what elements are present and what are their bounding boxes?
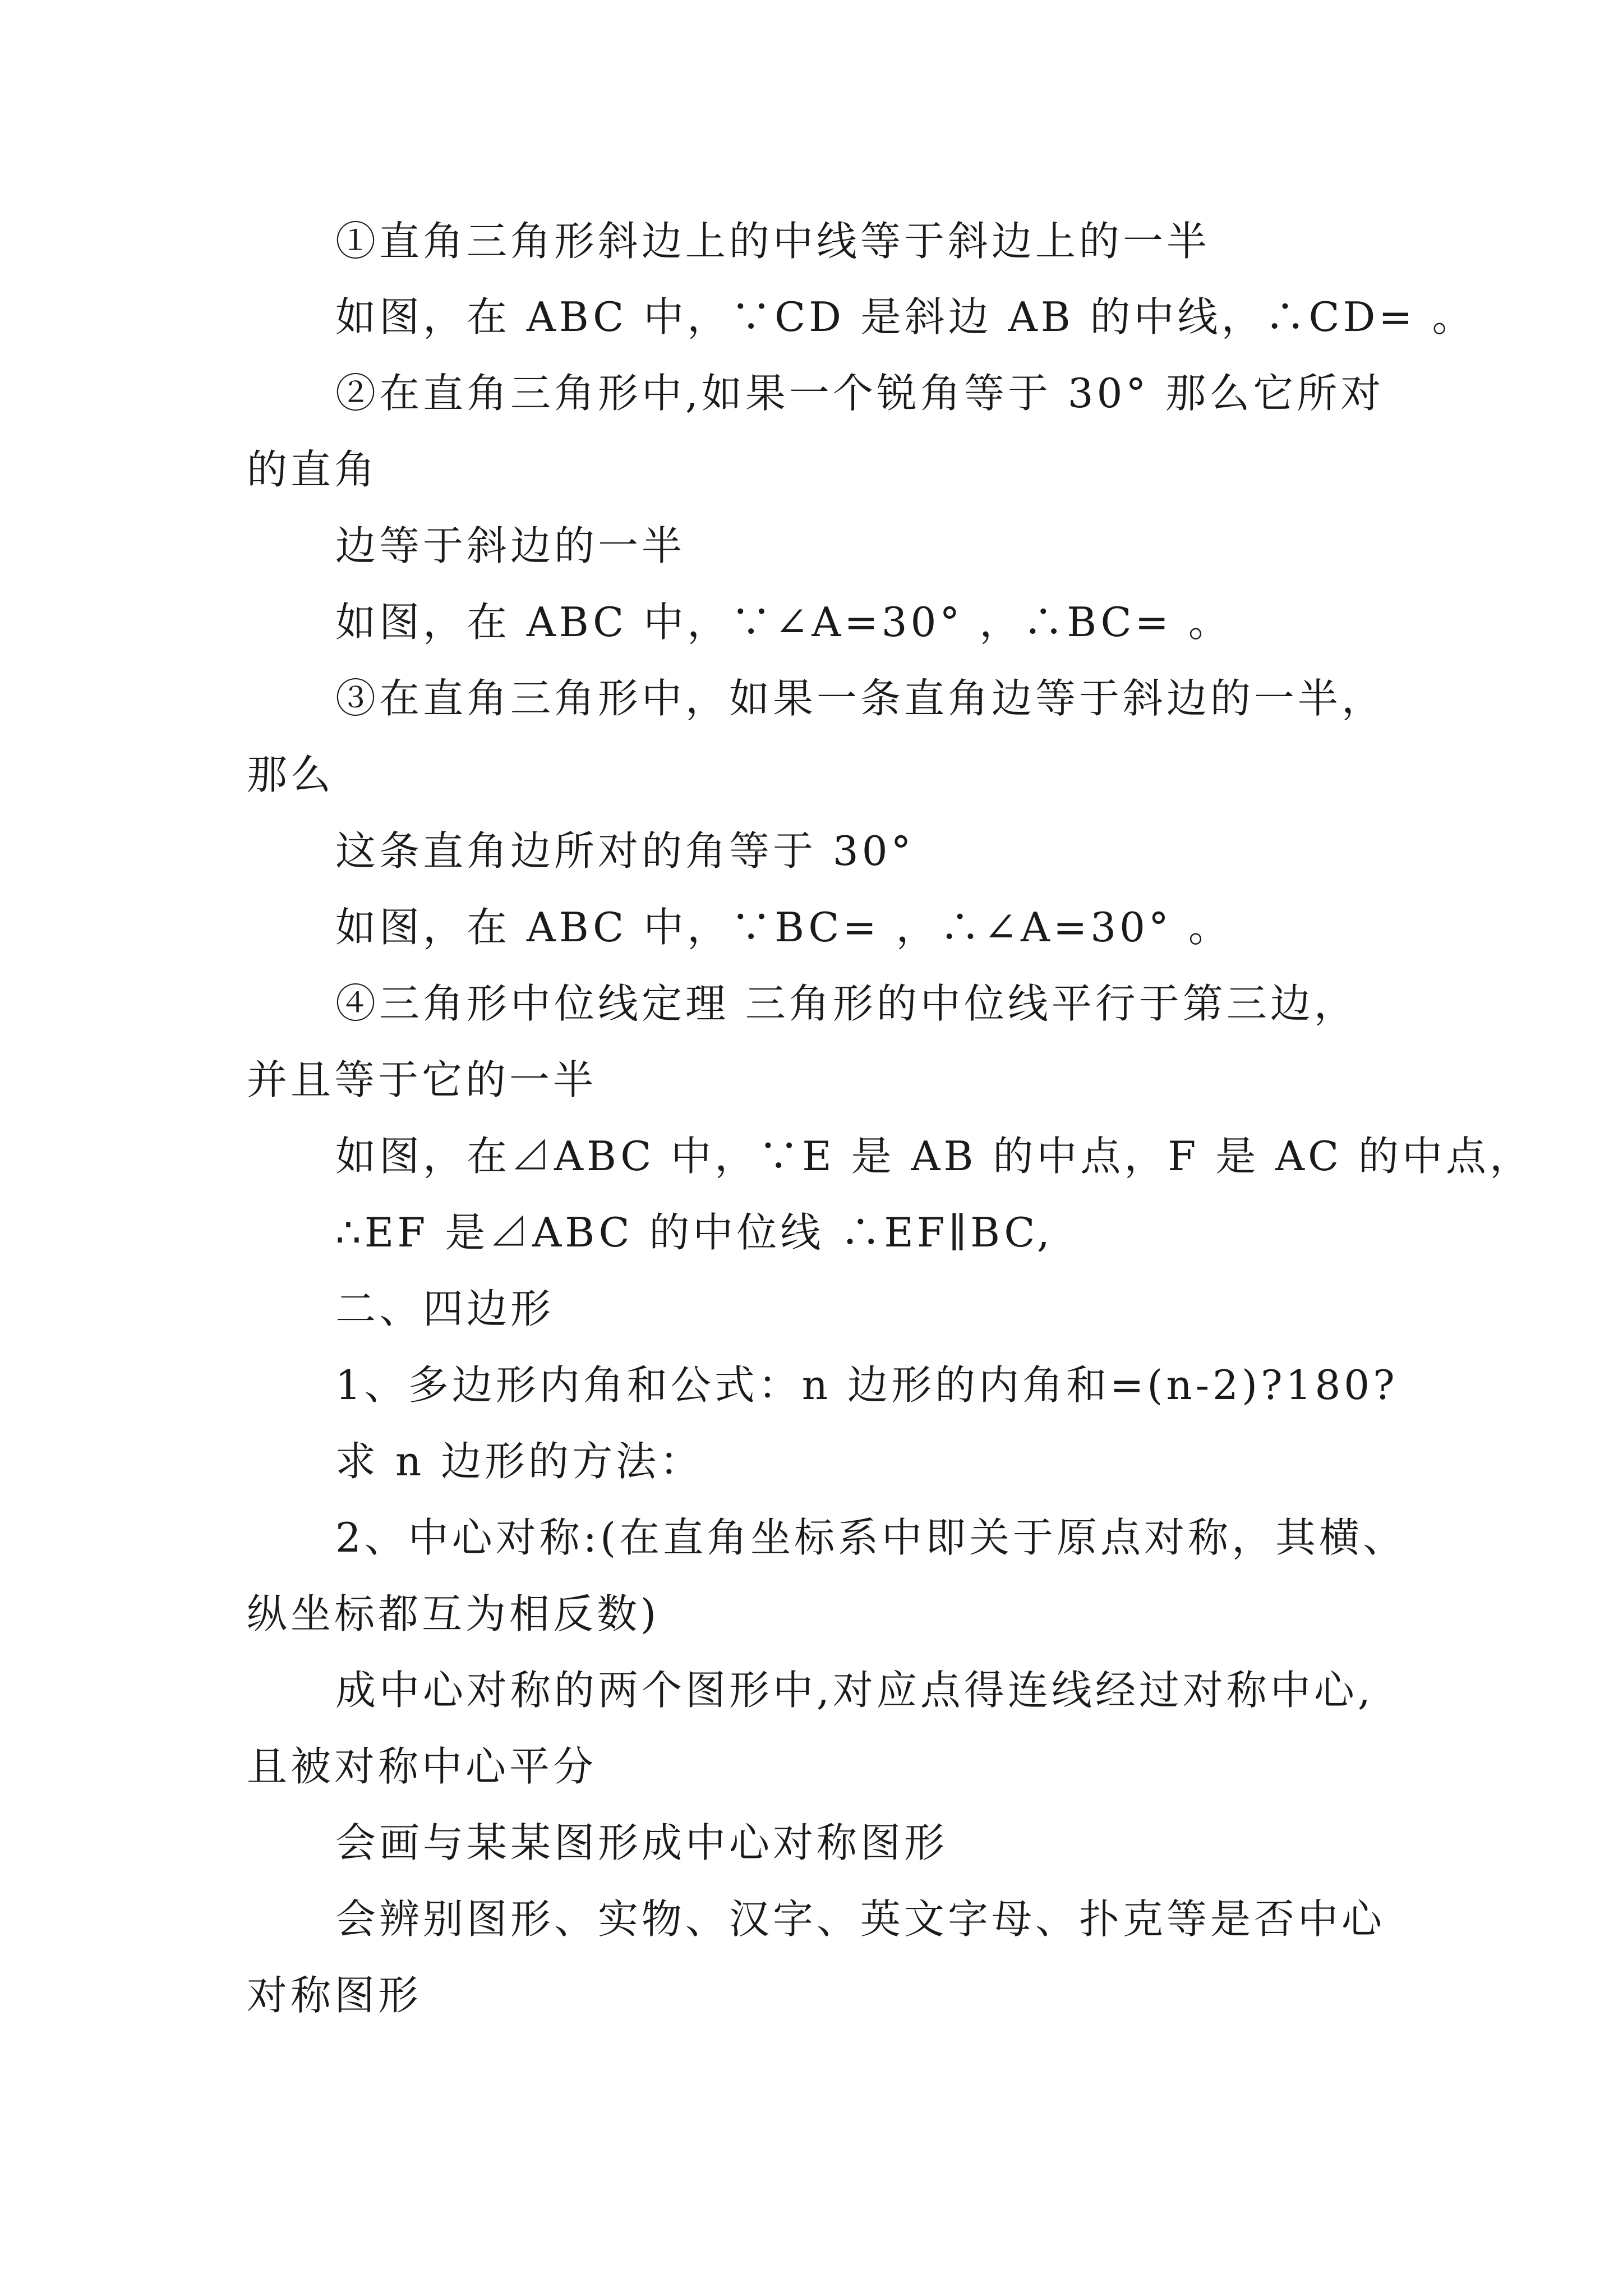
- text-line-17: 求 n 边形的方法：: [335, 1438, 704, 1485]
- text-line-14: ∴EF 是⊿ABC 的中位线 ∴EF∥BC,: [335, 1209, 1053, 1256]
- text-line-11: ④三角形中位线定理 三角形的中位线平行于第三边，: [335, 980, 1358, 1027]
- text-line-19: 纵坐标都互为相反数): [247, 1590, 660, 1637]
- text-line-22: 会画与某某图形成中心对称图形: [335, 1819, 948, 1866]
- text-line-13: 如图，在⊿ABC 中，∵E 是 AB 的中点，F 是 AC 的中点，: [335, 1133, 1534, 1180]
- text-line-16: 1、多边形内角和公式：n 边形的内角和=(n-2)?180?: [335, 1361, 1398, 1409]
- text-line-24: 对称图形: [247, 1972, 422, 2019]
- text-line-20: 成中心对称的两个图形中,对应点得连线经过对称中心,: [335, 1667, 1374, 1714]
- text-line-12: 并且等于它的一半: [247, 1056, 597, 1103]
- text-line-1: ①直角三角形斜边上的中线等于斜边上的一半: [335, 218, 1211, 265]
- text-line-8: 那么: [247, 751, 335, 798]
- text-line-15: 二、四边形: [335, 1285, 555, 1332]
- text-line-18: 2、中心对称:(在直角坐标系中即关于原点对称，其横、: [335, 1514, 1407, 1561]
- text-line-3: ②在直角三角形中,如果一个锐角等于 30° 那么它所对: [335, 370, 1385, 417]
- text-line-4: 的直角: [247, 446, 379, 493]
- text-line-6: 如图，在 ABC 中，∵∠A=30° ，∴BC= 。: [335, 599, 1232, 646]
- text-line-7: ③在直角三角形中，如果一条直角边等于斜边的一半，: [335, 675, 1386, 722]
- text-line-9: 这条直角边所对的角等于 30°: [335, 827, 915, 875]
- text-line-23: 会辨别图形、实物、汉字、英文字母、扑克等是否中心: [335, 1895, 1386, 1943]
- text-line-21: 且被对称中心平分: [247, 1743, 597, 1790]
- text-line-2: 如图，在 ABC 中，∵CD 是斜边 AB 的中线，∴CD= 。: [335, 293, 1476, 341]
- text-line-5: 边等于斜边的一半: [335, 522, 686, 569]
- text-line-10: 如图，在 ABC 中，∵BC= ，∴∠A=30° 。: [335, 904, 1232, 951]
